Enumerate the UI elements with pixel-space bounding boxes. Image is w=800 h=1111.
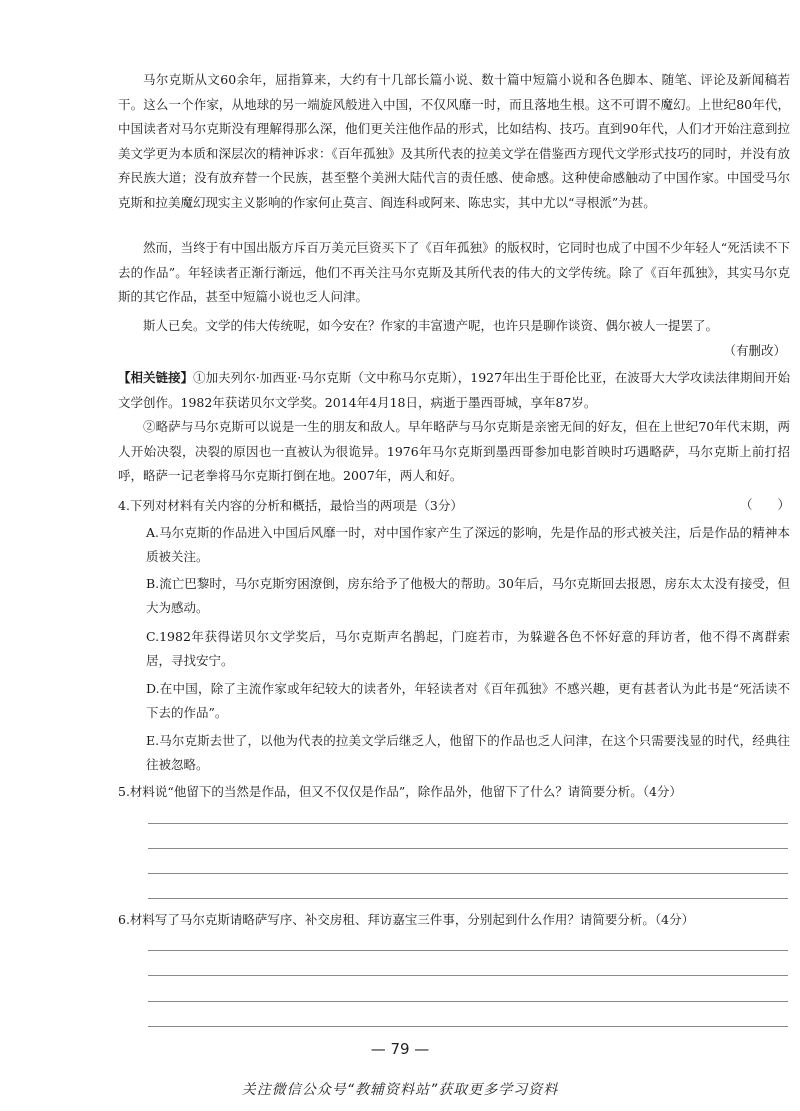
question-5-stem: 5.材料说“他留下的当然是作品，但又不仅仅是作品”，除作品外，他留下了什么？请简要分析。（4分）	[118, 784, 682, 799]
option-d: D.在中国，除了主流作家或年纪较大的读者外，年轻读者对《百年孤独》不感兴趣，更有甚者认为此书是“死活读不下去的作品”。	[146, 681, 790, 720]
source-note: （有删改）	[723, 343, 786, 358]
answer-line[interactable]	[148, 975, 788, 976]
answer-bracket: （ ）	[740, 497, 791, 512]
question-6-stem: 6.材料写了马尔克斯请略萨写序、补交房租、拜访嘉宝三件事，分别起到什么作用？请简要分析。（4分）	[118, 912, 695, 927]
answer-line[interactable]	[148, 950, 788, 951]
answer-line[interactable]	[148, 898, 788, 899]
passage-paragraph-1: 马尔克斯从文60余年，屈指算来，大约有十几部长篇小说、数十篇中短篇小说和各色脚本、随笔、评论及新闻稿若干。这么一个作家，从地球的另一端旋风般进入中国，不仅风靡一时，而且落地生根。这不可谓不魔幻。上世纪80年代，中国读者对马尔克斯没有理解得那么深，他们更关注他作品的形式，比如结构、技巧。直到90年代，人们才开始注意到拉美文学更为本质和深层次的精神诉求：《百年孤独》及其所代表的拉美文学在借鉴西方现代文学形式技巧的同时，并没有放弃民族大道；没有放弃替一个民族，甚至整个美洲大陆代言的责任感、使命感。这种使命感触动了中国作家。中国受马尔克斯和拉美魔幻现实主义影响的作家何止莫言、阎连科或阿来、陈忠实，其中尤以“寻根派”为甚。	[118, 72, 790, 210]
answer-line[interactable]	[148, 823, 788, 824]
footer-note: 关注微信公众号“教辅资料站”获取更多学习资料	[241, 1082, 559, 1098]
related-link-text-1: ①加夫列尔·加西亚·马尔克斯（文中称马尔克斯），1927年出生于哥伦比亚，在波哥大大学攻读法律期间开始文学创作。1982年获诺贝尔文学奖。2014年4月18日，病逝于墨西哥城，享年87岁。	[118, 370, 790, 410]
option-a: A.马尔克斯的作品进入中国后风靡一时，对中国作家产生了深远的影响，先是作品的形式被关注，后是作品的精神本质被关注。	[146, 525, 790, 564]
passage-paragraph-3: 斯人已矣。文学的伟大传统呢，如今安在？作家的丰富遗产呢，也许只是聊作谈资、偶尔被人一提罢了。	[143, 318, 719, 333]
passage-paragraph-2: 然而，当终于有中国出版方斥百万美元巨资买下了《百年孤独》的版权时，它同时也成了中国不少年轻人“死活读不下去的作品”。年轻读者正渐行渐远，他们不再关注马尔克斯及其所代表的伟大的文学传统。除了《百年孤独》，其实马尔克斯的其它作品，甚至中短篇小说也乏人问津。	[118, 240, 790, 304]
answer-line[interactable]	[148, 1026, 788, 1027]
option-e: E.马尔克斯去世了，以他为代表的拉美文学后继乏人，他留下的作品也乏人问津，在这个只需要浅显的时代，经典往往被忽略。	[146, 733, 790, 772]
related-link-item-2: ②略萨与马尔克斯可以说是一生的朋友和敌人。早年略萨与马尔克斯是亲密无间的好友，但在上世纪70年代末期，两人开始决裂，决裂的原因也一直被认为很诡异。1976年马尔克斯到墨西哥参加电影首映时巧遇略萨，马尔克斯上前打招呼，略萨一记老拳将马尔克斯打倒在地。2007年，两人和好。	[118, 419, 790, 483]
answer-line[interactable]	[148, 873, 788, 874]
answer-line[interactable]	[148, 848, 788, 849]
option-c: C.1982年获得诺贝尔文学奖后，马尔克斯声名鹊起，门庭若市，为躲避各色不怀好意的拜访者，他不得不离群索居，寻找安宁。	[146, 629, 790, 668]
answer-line[interactable]	[148, 1001, 788, 1002]
option-b: B.流亡巴黎时，马尔克斯穷困潦倒，房东给予了他极大的帮助。30年后，马尔克斯回去报恩，房东太太没有接受，但大为感动。	[146, 576, 790, 615]
question-4-stem: 4.下列对材料有关内容的分析和概括，最恰当的两项是（3分）	[118, 498, 463, 513]
page-number: — 79 —	[370, 1040, 430, 1058]
related-link-label: 【相关链接】	[118, 370, 194, 385]
related-link-item-1	[118, 366, 790, 415]
